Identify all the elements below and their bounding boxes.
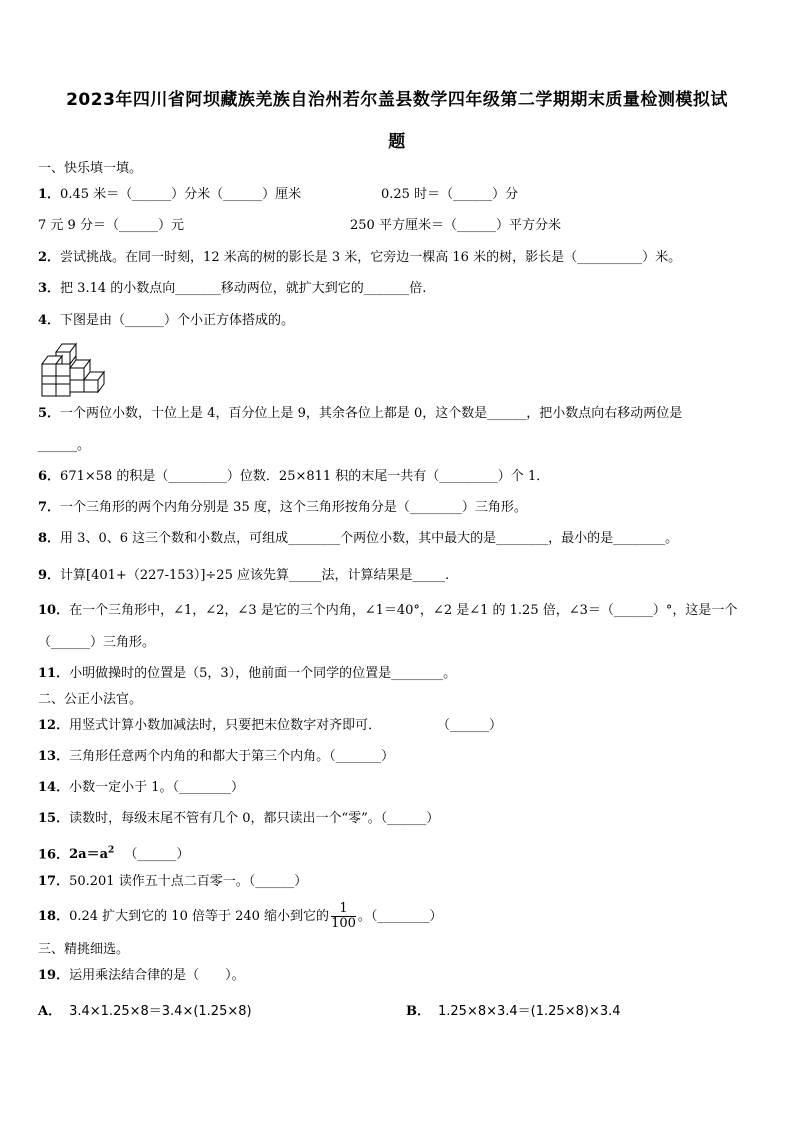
question-text: 读数时，每级末尾不管有几个 0，都只读出一个“零”。（______） — [69, 811, 440, 826]
question-8 — [38, 530, 678, 548]
question-number: 7． — [38, 500, 61, 515]
question-1-part-b: 0.25 时＝（______）分 — [381, 187, 519, 202]
section-heading-2: 二、公正小法官。 — [38, 692, 143, 707]
question-text: 0.24 扩大到它的 10 倍等于 240 缩小到它的 — [69, 909, 330, 924]
question-14 — [38, 779, 244, 797]
question-number: 17． — [38, 874, 70, 889]
question-number: 10． — [38, 603, 70, 618]
question-19 — [38, 967, 245, 985]
question-text: 在一个三角形中，∠1，∠2，∠3 是它的三个内角，∠1＝40°，∠2 是∠1 的 1.25 倍，∠3＝（______）°，这是一个 — [69, 603, 738, 618]
question-6 — [38, 468, 549, 486]
question-text: 尝试挑战。在同一时刻，12 米高的树的影长是 3 米，它旁边一棵高 16 米的树，影长是（__________）米。 — [60, 250, 682, 265]
question-number: 3． — [38, 281, 61, 296]
question-text: 小数一定小于 1。（________） — [69, 780, 244, 795]
answer-blank: 。（________） — [357, 909, 443, 924]
section-heading-1: 一、快乐填一填。 — [38, 161, 143, 176]
question-number: 16． — [38, 847, 70, 863]
question-text: 下图是由（______）个小正方体搭成的。 — [60, 313, 295, 328]
question-number: 4． — [38, 313, 61, 328]
question-17 — [38, 873, 307, 891]
question-number: 1． — [38, 187, 61, 202]
question-number: 5． — [38, 406, 61, 421]
question-text: 一个两位小数，十位上是 4，百分位上是 9，其余各位上都是 0，这个数是______，把小数点向右移动两位是 — [60, 406, 683, 421]
question-13 — [38, 748, 394, 766]
stacked-cubes-figure — [40, 340, 112, 398]
cube — [56, 384, 70, 396]
question-number: 9． — [38, 568, 61, 583]
question-text: 把 3.14 的小数点向_______移动两位，就扩大到它的_______倍. — [60, 281, 427, 296]
question-10 — [38, 602, 737, 620]
question-1-part-a — [38, 186, 301, 204]
fraction — [331, 902, 356, 931]
question-7 — [38, 499, 527, 517]
exponent: 2 — [108, 846, 115, 856]
question-3 — [38, 280, 426, 298]
question-number: 6． — [38, 469, 61, 484]
option-a[interactable] — [38, 1003, 252, 1021]
question-2 — [38, 249, 681, 267]
question-text: 一个三角形的两个内角分别是 35 度，这个三角形按角分是（________）三角形。 — [60, 500, 527, 515]
option-b-expression: 1.25×8×3.4＝(1.25×8)×3.4 — [438, 1004, 621, 1019]
question-text: 0.45 米＝（______）分米（______）厘米 — [60, 187, 302, 202]
question-text: 用 3、0、6 这三个数和小数点，可组成________个两位小数，其中最大的是________，最小的是________。 — [60, 531, 679, 546]
question-number: 12． — [38, 718, 70, 733]
question-1-part-d: 250 平方厘米＝（______）平方分米 — [350, 218, 561, 233]
question-11 — [38, 665, 456, 683]
question-number: 13． — [38, 749, 70, 764]
question-number: 2． — [38, 250, 61, 265]
option-a-label: A． — [38, 1004, 62, 1019]
answer-blank: （______） — [124, 847, 190, 863]
question-number: 15． — [38, 811, 70, 826]
question-1-part-c: 7 元 9 分＝（______）元 — [38, 218, 184, 233]
option-b-label: B． — [406, 1004, 430, 1019]
option-b[interactable] — [406, 1003, 621, 1021]
question-10-continued: （______）三角形。 — [38, 635, 156, 650]
exam-title-continued: 题 — [388, 132, 406, 152]
equation: $2a=a^2$ — [69, 846, 115, 863]
fraction-denominator: 100 — [331, 916, 356, 931]
question-text: 计算[401+（227-153）]÷25 应该先算_____法，计算结果是_____. — [60, 568, 450, 583]
fraction-numerator: 1 — [331, 902, 356, 917]
question-text: 671×58 的积是（_________）位数．25×811 积的末尾一共有（_________）个 1． — [60, 469, 550, 484]
question-number: 14． — [38, 780, 70, 795]
question-15 — [38, 810, 439, 828]
question-text: 用竖式计算小数加减法时，只要把末位数字对齐即可． — [69, 718, 382, 733]
question-text: 小明做操时的位置是（5，3），他前面一个同学的位置是________。 — [69, 666, 457, 681]
exam-title: 2023年四川省阿坝藏族羌族自治州若尔盖县数学四年级第二学期期末质量检测模拟试 — [66, 90, 728, 110]
question-number: 19． — [38, 968, 70, 983]
question-5 — [38, 405, 682, 423]
question-5-continued: ______。 — [38, 438, 91, 453]
question-text: 运用乘法结合律的是（ ）。 — [69, 968, 245, 983]
question-number: 18． — [38, 909, 70, 924]
cube — [42, 384, 56, 396]
question-18 — [38, 900, 442, 934]
cube — [70, 380, 84, 392]
question-12-answer-blank: （______） — [437, 718, 503, 733]
question-12 — [38, 717, 381, 735]
section-heading-3: 三、精挑细选。 — [38, 942, 130, 957]
question-9 — [38, 567, 449, 585]
option-a-expression: 3.4×1.25×8＝3.4×(1.25×8) — [69, 1004, 252, 1019]
question-16 — [38, 842, 189, 864]
question-text: 50.201 读作五十点二百零一。（______） — [69, 874, 308, 889]
question-number: 8． — [38, 531, 61, 546]
question-number: 11． — [38, 666, 70, 681]
question-4 — [38, 312, 294, 330]
question-text: 三角形任意两个内角的和都大于第三个内角。（_______） — [69, 749, 395, 764]
